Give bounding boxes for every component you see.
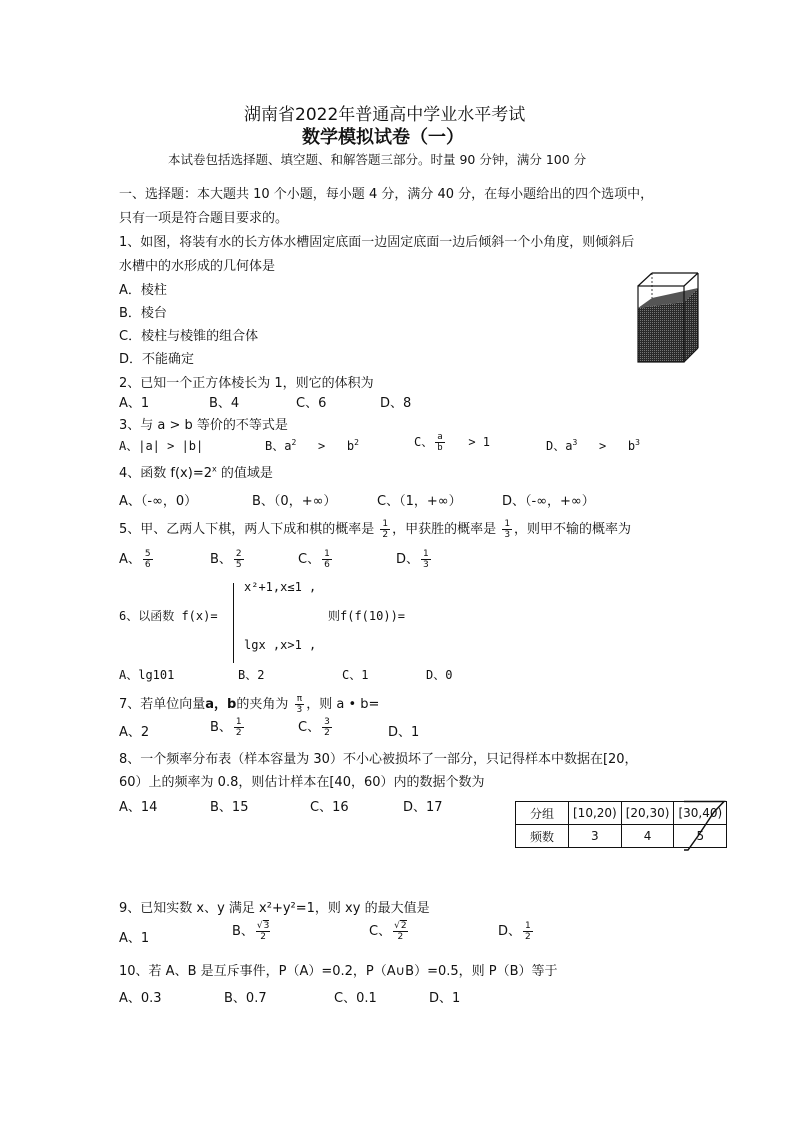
q1-option-a: A．棱柱 [119, 283, 167, 298]
q9-option-c: C、 $\frac{√2}{2}$ [369, 921, 407, 942]
table-cell: [10,20) [569, 802, 622, 825]
q9-option-d: D、 $\frac{1}{2}$ [498, 921, 531, 942]
q8-stem-line2: 60）上的频率为 0.8，则估计样本在[40，60）内的数据个数为 [119, 775, 485, 790]
q2-option-d: D、8 [380, 396, 412, 411]
q7-option-b: B、 $\frac{1}{2}$ [210, 717, 242, 738]
table-cell: 分组 [516, 802, 569, 825]
q6-ask: 则f(f(10))= [328, 609, 406, 623]
q7-stem: 7、若单位向量a，b的夹角为 $\frac{\pi}{3}$ ，则 a • b= [119, 694, 380, 715]
q3-option-b: B、$a^2$ > $b^2$ [265, 438, 359, 453]
q1-option-d: D．不能确定 [119, 352, 195, 367]
q10-option-b: B、0.7 [224, 991, 267, 1006]
table-cell: [20,30) [621, 802, 674, 825]
q1-stem-line1: 1、如图，将装有水的长方体水槽固定底面一边固定底面一边后倾斜一个小角度，则倾斜后 [119, 235, 635, 250]
exam-subtitle: 数学模拟试卷（一） [302, 127, 464, 148]
exam-instructions: 本试卷包括选择题、填空题、和解答题三部分。时量 90 分钟，满分 100 分 [168, 152, 587, 167]
q8-option-a: A、14 [119, 800, 158, 815]
q10-option-a: A、0.3 [119, 991, 162, 1006]
q8-option-d: D、17 [403, 800, 443, 815]
table-cell: 频数 [516, 825, 569, 848]
table-cell: 3 [569, 825, 622, 848]
table-cell: [30,40) [674, 802, 727, 825]
q9-option-a: A、1 [119, 931, 150, 946]
q6-option-b: B、2 [238, 668, 265, 682]
q6-option-a: A、lg101 [119, 668, 175, 682]
q6-case1: x²+1,x≤1 , [244, 580, 317, 594]
exam-title: 湖南省2022年普通高中学业水平考试 [244, 105, 526, 125]
q10-stem: 10、若 A、B 是互斥事件，P（A）=0.2，P（A∪B）=0.5，则 P（B）等于 [119, 964, 558, 979]
q6-stem: 6、以函数 f(x)= [119, 609, 218, 623]
q7-option-c: C、 $\frac{3}{2}$ [298, 717, 330, 738]
q3-option-a: A、|a| > |b| [119, 439, 204, 453]
q4-option-d: D、（-∞，+∞） [502, 494, 595, 509]
q7-option-d: D、1 [388, 725, 420, 740]
q5-option-a: A、 $\frac{5}{6}$ [119, 549, 151, 570]
q8-option-c: C、16 [310, 800, 349, 815]
q4-option-b: B、（0，+∞） [252, 494, 337, 509]
q8-stem-line1: 8、一个频率分布表（样本容量为 30）不小心被损坏了一部分，只记得样本中数据在[20， [119, 752, 638, 767]
q2-stem: 2、已知一个正方体棱长为 1，则它的体积为 [119, 376, 374, 391]
q6-option-d: D、0 [426, 668, 453, 682]
q10-option-c: C、0.1 [334, 991, 377, 1006]
table-torn-edge [684, 800, 728, 852]
q4-stem: 4、函数 $f(x)=2^x$ 的值域是 [119, 464, 273, 481]
q2-option-c: C、6 [296, 396, 327, 411]
water-tank-figure [634, 270, 702, 365]
q10-option-d: D、1 [429, 991, 461, 1006]
q5-option-d: D、 $\frac{1}{3}$ [396, 549, 429, 570]
table-cell: 5 [674, 825, 727, 848]
q5-option-c: C、 $\frac{1}{6}$ [298, 549, 330, 570]
q5-option-b: B、 $\frac{2}{5}$ [210, 549, 242, 570]
q6-case2: lgx ,x>1 , [244, 638, 317, 652]
q9-option-b: B、 $\frac{√3}{2}$ [232, 921, 270, 942]
q5-stem: 5、甲、乙两人下棋，两人下成和棋的概率是 $\frac{1}{2}$ ，甲获胜的概率是 $\frac{1}{3}$ ，则甲不输的概率为 [119, 519, 632, 540]
q1-option-b: B．棱台 [119, 306, 167, 321]
q6-piecewise-brace [233, 583, 234, 663]
q1-stem-line2: 水槽中的水形成的几何体是 [119, 259, 276, 274]
q2-option-b: B、4 [209, 396, 240, 411]
q4-option-c: C、（1，+∞） [377, 494, 462, 509]
q1-option-c: C．棱柱与棱锥的组合体 [119, 329, 259, 344]
q3-stem: 3、与 a > b 等价的不等式是 [119, 418, 288, 433]
q4-option-a: A、（-∞，0） [119, 494, 198, 509]
table-cell: 4 [621, 825, 674, 848]
q2-option-a: A、1 [119, 396, 150, 411]
section1-heading-line2: 只有一项是符合题目要求的。 [119, 211, 289, 226]
q6-option-c: C、1 [342, 668, 369, 682]
q8-option-b: B、15 [210, 800, 249, 815]
q9-stem: 9、已知实数 x、y 满足 x²+y²=1，则 xy 的最大值是 [119, 901, 430, 916]
q7-option-a: A、2 [119, 725, 150, 740]
q3-option-c: C、 $\frac{a}{b}$ > 1 [414, 432, 491, 453]
q3-option-d: D、$a^3$ > $b^3$ [546, 438, 640, 453]
section1-heading-line1: 一、选择题：本大题共 10 个小题，每小题 4 分，满分 40 分，在每小题给出的四个选项中， [119, 187, 654, 202]
